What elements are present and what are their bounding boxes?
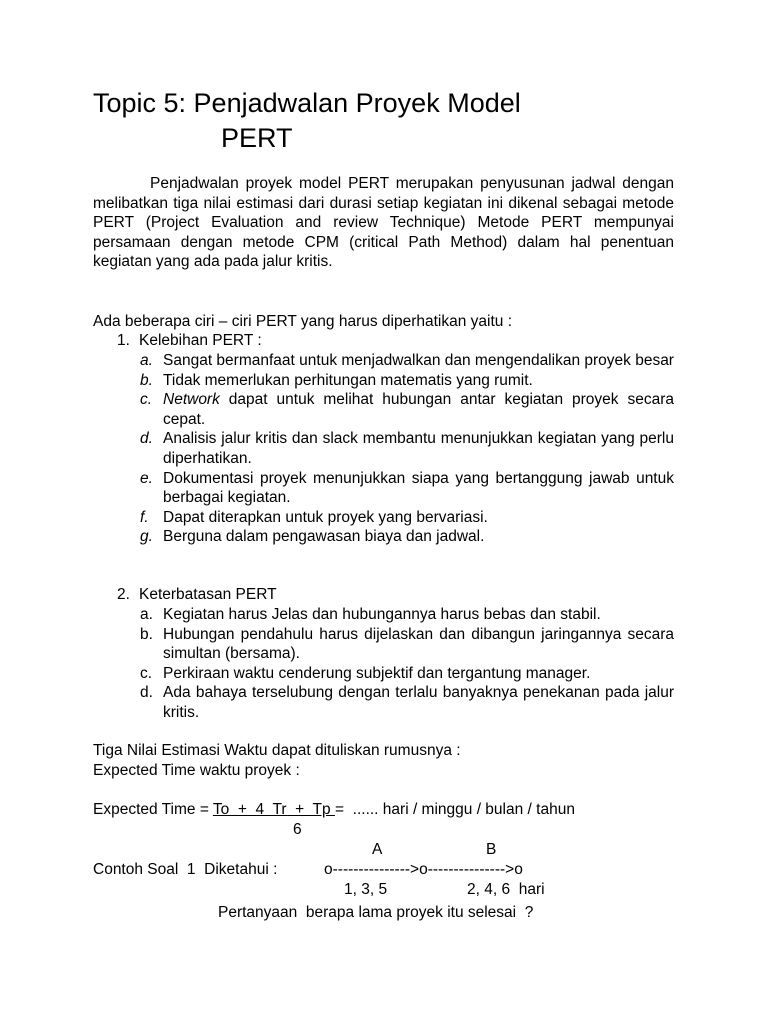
formula-label: Expected Time = (93, 801, 213, 818)
title-line-1: Topic 5: Penjadwalan Proyek Model (93, 88, 521, 118)
list-marker: b. (140, 371, 153, 389)
list-item (140, 664, 674, 684)
section-1-title: Kelebihan PERT : (139, 332, 262, 349)
list-item-text: Kegiatan harus Jelas dan hubungannya harus bebas dan stabil. (163, 606, 601, 623)
advantages-list (140, 351, 674, 547)
list-item (140, 429, 674, 468)
list-marker: g. (140, 528, 153, 546)
list-marker: e. (140, 469, 153, 487)
list-item (140, 625, 674, 664)
node-a-values: 1, 3, 5 (344, 881, 388, 898)
list-item (140, 683, 674, 722)
list-item-text: Tidak memerlukan perhitungan matematis yang rumit. (163, 371, 533, 389)
section-2-number: 2. (117, 586, 130, 603)
network-diagram: o--------------->o--------------->o (324, 861, 523, 878)
title-line-2: PERT (221, 123, 293, 153)
list-marker: d. (140, 430, 153, 448)
list-item (140, 527, 674, 547)
intro-paragraph: Penjadwalan proyek model PERT merupakan penyusunan jadwal dengan melibatkan tiga nilai estimasi dari durasi setiap kegiatan ini dikenal sebagai metode PERT (Project Evaluation and review Technique) Metode PERT mempunyai persamaan dengan metode CPM (critical Path Method) dalam hal penentuan kegiatan yang ada pada jalur kritis. (93, 175, 674, 271)
list-item (140, 469, 674, 508)
estimation-line-1: Tiga Nilai Estimasi Waktu dapat dituliskan rumusnya : (93, 742, 461, 759)
features-intro: Ada beberapa ciri – ciri PERT yang harus diperhatikan yaitu : (93, 313, 513, 330)
list-item-text: Dapat diterapkan untuk proyek yang bervariasi. (163, 508, 488, 526)
list-item-text: Sangat bermanfaat untuk menjadwalkan dan mengendalikan proyek besar (163, 352, 674, 369)
node-b-label: B (486, 841, 497, 858)
list-marker: f. (140, 508, 149, 526)
list-marker: a. (140, 352, 153, 369)
list-item (140, 371, 674, 391)
estimation-line-2: Expected Time waktu proyek : (93, 762, 300, 779)
section-2-title: Keterbatasan PERT (139, 586, 277, 603)
list-marker: c. (140, 664, 153, 682)
list-marker: d. (140, 684, 153, 702)
example-label: Contoh Soal 1 Diketahui : (93, 861, 278, 878)
list-item-text: Hubungan pendahulu harus dijelaskan dan dibangun jaringannya secara simultan (bersama). (163, 625, 674, 663)
list-item (140, 390, 674, 429)
formula-equals: = (334, 801, 345, 818)
list-item (140, 508, 674, 528)
example-question: Pertanyaan berapa lama proyek itu selesai ? (218, 904, 534, 921)
expected-time-formula (93, 800, 575, 820)
formula-units: ...... hari / minggu / bulan / tahun (344, 801, 575, 818)
list-marker: b. (140, 625, 153, 643)
list-item-text: dapat untuk melihat hubungan antar kegiatan proyek secara cepat. (163, 391, 674, 428)
list-item-text: Ada bahaya terselubung dengan terlalu banyaknya penekanan pada jalur kritis. (163, 684, 674, 721)
section-2-heading (117, 585, 277, 605)
formula-denominator: 6 (293, 821, 302, 838)
list-item-text: Berguna dalam pengawasan biaya dan jadwal. (163, 528, 485, 546)
list-item-text: Network (163, 391, 220, 409)
limitations-list (140, 605, 674, 723)
list-item-text: Perkiraan waktu cenderung subjektif dan tergantung manager. (163, 664, 591, 682)
section-1-number: 1. (117, 332, 130, 349)
node-a-label: A (372, 841, 383, 858)
list-marker: c. (140, 391, 153, 409)
list-item-text (163, 390, 674, 429)
formula-numerator: To + 4 Tr + Tp (212, 801, 335, 818)
page-title (93, 86, 521, 156)
list-item (140, 351, 674, 371)
list-item (140, 605, 674, 625)
node-b-values: 2, 4, 6 hari (467, 881, 545, 898)
list-item-text: Analisis jalur kritis dan slack membantu menunjukkan kegiatan yang perlu diperhatikan. (163, 430, 674, 467)
section-1-heading (117, 331, 262, 351)
list-marker: a. (140, 606, 153, 623)
list-item-text: Dokumentasi proyek menunjukkan siapa yang bertanggung jawab untuk berbagai kegiatan. (163, 469, 674, 507)
